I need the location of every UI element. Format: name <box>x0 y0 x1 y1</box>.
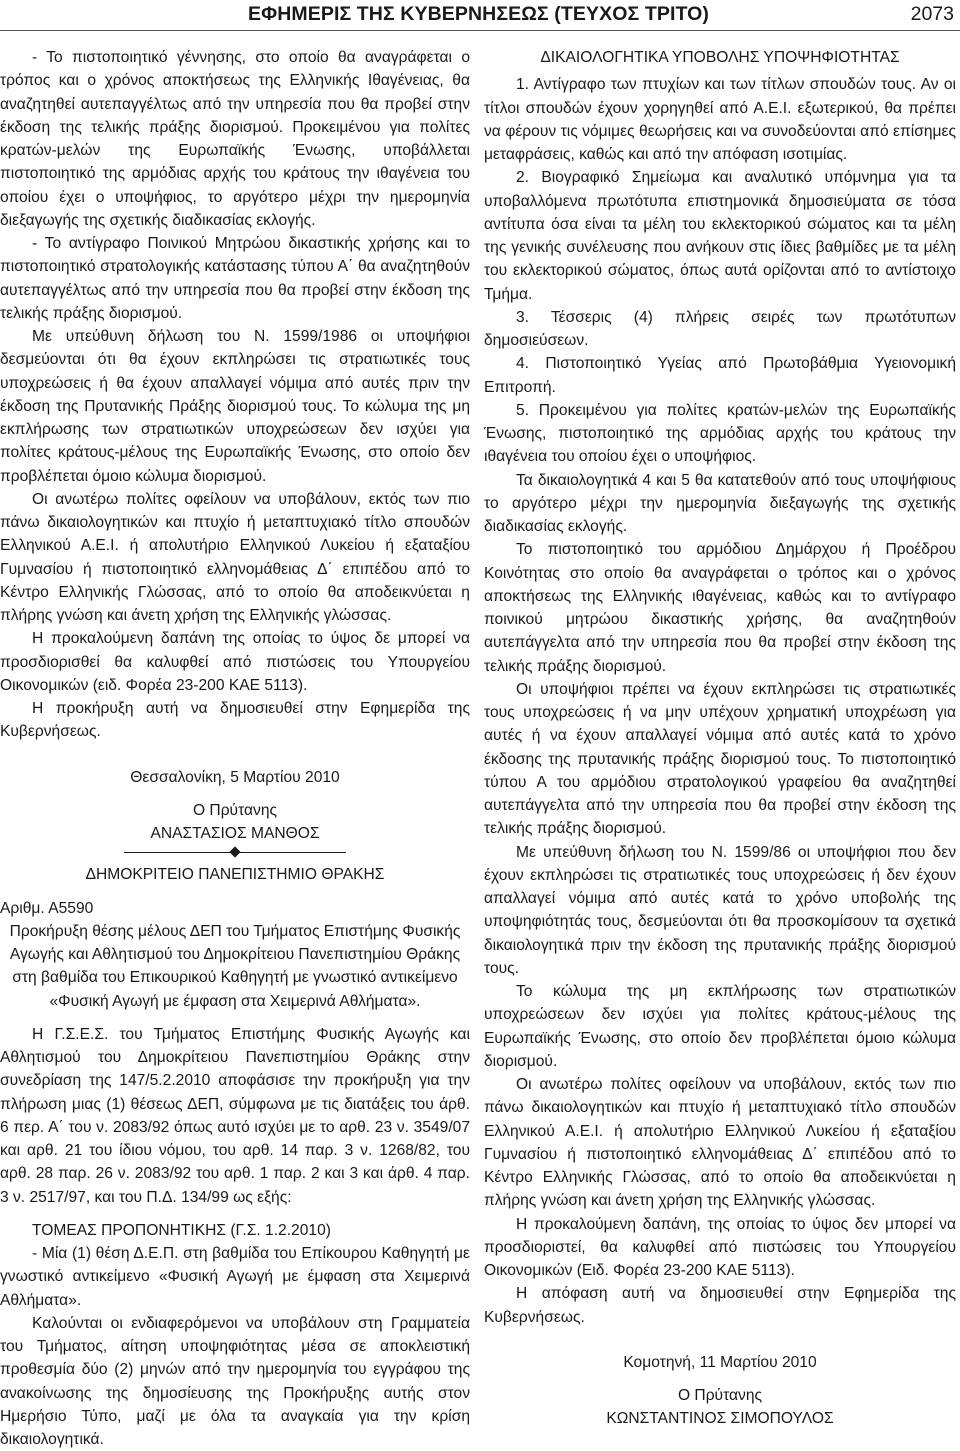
list-item: 2. Βιογραφικό Σημείωμα και αναλυτικό υπόμνημα για τα υποβαλλόμενα πρωτότυπα επιστημονικά δημοσιεύματα σε τόσα αντίτυπα όσα είναι τα μέλη του εκλεκτορικού σώματος και τα μέλη της γενικής συνέλευσης που ανήκουν στις ίδιες βαθμίδες με τα μέλη του εκλεκτορικού σώματος, όπως αυτά ορίζονται από το αντίστοιχο Τμήμα. <box>484 169 956 303</box>
paragraph: Το κώλυμα της μη εκπλήρωσης των στρατιωτικών υποχρεώσεων δεν ισχύει για πολίτες κράτους-μέλους της Ευρωπαϊκής Ένωσης, στο οποίο δεν προβλέπεται όμοιο κώλυμα διορισμού. <box>484 983 956 1070</box>
paragraph: Τα δικαιολογητικά 4 και 5 θα κατατεθούν από τους υποψήφιους το αργότερο μέχρι την ημερομηνία διεξαγωγής της σχετικής διαδικασίας εκλογής. <box>484 471 956 535</box>
signature-name: ΑΝΑΣΤΑΣΙΟΣ ΜΑΝΘΟΣ <box>150 825 320 842</box>
page-header <box>0 0 960 34</box>
signature-role: Ο Πρύτανης <box>192 801 278 819</box>
header-rule <box>0 30 960 31</box>
reference-number: Αριθμ. Α5590 <box>0 899 94 917</box>
page-number: 2073 <box>910 3 954 25</box>
announcement-title: Προκήρυξη θέσης μέλους ΔΕΠ του Τμήματος Επιστήμης Φυσικής Αγωγής και Αθλητισμού του Δημοκρίτειου Πανεπιστημίου Θράκης στη βαθμίδα του Επικουρικού Καθηγητή με γνωστικό αντικείμενο «Φυσική Αγωγή με έμφαση στα Χειμερινά Αθλήματα». <box>9 922 461 1010</box>
list-item: 3. Τέσσερις (4) πλήρεις σειρές των πρωτότυπων δημοσιεύσεων. <box>484 308 956 349</box>
spacer <box>0 744 470 766</box>
list-item: 1. Αντίγραφο των πτυχίων και των τίτλων σπουδών τους. Αν οι τίτλοι σπουδών έχουν χορηγηθεί από Α.Ε.Ι. εξωτερικού, θα πρέπει να φέρουν τις νόμιμες θεωρήσεις και να συνοδεύονται από επίσημες μεταφράσεις, καθώς και από την απόφαση ισοτιμίας. <box>484 76 956 163</box>
paragraph: Καλούνται οι ενδιαφερόμενοι να υποβάλουν στη Γραμματεία του Τμήματος, αίτηση υποψηφιότητας μέσα σε αποκλειστική προθεσμία δύο (2) μηνών από την ημερομηνία του εγγράφου της ανακοίνωσης της δημοσίευσης της Προκήρυξης αυτής στον Ημερήσιο Τύπο, μαζί με όλα τα αναγκαία για την κρίση δικαιολογητικά. <box>0 1314 470 1448</box>
section-divider <box>0 847 470 859</box>
paragraph: Η Γ.Σ.Ε.Σ. του Τμήματος Επιστήμης Φυσικής Αγωγής και Αθλητισμού του Δημοκρίτειου Πανεπιστημίου Θράκης στην συνεδρίαση της 147/5.2.2010 αποφάσισε την προκήρυξη για την πλήρωση μιας (1) θέσεως ΔΕΠ, σύμφωνα με τις διατάξεις του άρθ. 6 περ. Α΄ του ν. 2083/92 όπως αυτό ισχύει με το αρθ. 23 ν. 3549/07 και αρθ. 21 του ίδιου νόμου, του αρθ. 14 παρ. 3 ν. 1268/82, του αρθ. 28 παρ. 26 ν. 2083/92 του αρθ. 1 παρ. 2 και 3 και άρθ. 4 παρ. 3 ν. 2517/97, και του Π.Δ. 134/99 ως εξής: <box>0 1025 470 1206</box>
paragraph: Η προκαλούμενη δαπάνη, της οποίας το ύψος δεν μπορεί να προσδιοριστεί, θα καλυφθεί από πιστώσεις του Υπουργείου Οικονομικών (Ειδ. Φορέα 23-200 ΚΑΕ 5113). <box>484 1215 956 1279</box>
spacer <box>0 1209 470 1219</box>
paragraph: Η προκήρυξη αυτή να δημοσιευθεί στην Εφημερίδα της Κυβερνήσεως. <box>0 700 470 741</box>
list-item: 4. Πιστοποιητικό Υγείας από Πρωτοβάθμια Υγειονομική Επιτροπή. <box>484 355 956 396</box>
diamond-icon <box>229 847 240 858</box>
institution-heading: ΔΗΜΟΚΡΙΤΕΙΟ ΠΑΝΕΠΙΣΤΗΜΙΟ ΘΡΑΚΗΣ <box>85 866 385 884</box>
gazette-title: ΕΦΗΜΕΡΙΣ ΤΗΣ ΚΥΒΕΡΝΗΣΕΩΣ (ΤΕΥΧΟΣ ΤΡΙΤΟ) <box>248 3 709 25</box>
signature-place-date: Θεσσαλονίκη, 5 Μαρτίου 2010 <box>130 768 340 786</box>
left-column <box>0 46 470 1451</box>
paragraph: - Το πιστοποιητικό γέννησης, στο οποίο θα αναγράφεται ο τρόπος και ο χρόνος αποκτήσεως της Ελληνικής Ιθαγένειας, θα αναζητηθεί αυτεπαγγέλτως από την υπηρεσία που θα προβεί στην έκδοση της τελικής πράξης διορισμού. Προκειμένου για πολίτες κρατών-μελών της Ευρωπαϊκής Ένωσης, υποβάλλεται πιστοποιητικό της αρμόδιας αρχής του κράτους την ιθαγένεια του οποίου έχει ο υποψήφιος, το αργότερο μέχρι την ημερομηνία διεξαγωγής της σχετικής διαδικασίας εκλογής. <box>0 49 470 229</box>
signature-name: ΚΩΝΣΤΑΝΤΙΝΟΣ ΣΙΜΟΠΟΥΛΟΣ <box>606 1410 834 1428</box>
section-heading: ΔΙΚΑΙΟΛΟΓΗΤΙΚΑ ΥΠΟΒΟΛΗΣ ΥΠΟΨΗΦΙΟΤΗΤΑΣ <box>540 49 900 66</box>
paragraph: Οι ανωτέρω πολίτες οφείλουν να υποβάλουν, εκτός των πιο πάνω δικαιολογητικών και πτυχίο ή μεταπτυχιακό τίτλο σπουδών Ελληνικού Α.Ε.Ι. ή απολυτήριο Ελληνικού Λυκείου ή εξαταξίου Γυμνασίου ή πιστοποιητικό ελληνομάθειας Δ΄ επιπέδου από το Κέντρο Ελληνικής Γλώσσας, από το οποίο θα αποδεικνύεται η πλήρης γνώση και άνετη χρήση της Ελληνικής γλώσσας. <box>484 1076 956 1210</box>
signature-role: Ο Πρύτανης <box>677 1387 763 1404</box>
paragraph: - Το αντίγραφο Ποινικού Μητρώου δικαστικής χρήσης και το πιστοποιητικό στρατολογικής κατάστασης τύπου Α΄ θα αναζητηθούν αυτεπαγγέλτως από την υπηρεσία που θα προβεί στην έκδοση της τελικής πράξης διορισμού. <box>0 235 470 322</box>
paragraph: Οι υποψήφιοι πρέπει να έχουν εκπληρώσει τις στρατιωτικές τους υποχρεώσεις ή να μην υπέχουν χρηματική υποχρέωση για αυτές ή να έχουν απαλλαγεί νόμιμα από αυτές κατά το χρόνο έκδοσης της πρυτανικής πράξης διορισμού τους. Το πιστοποιητικό τύπου Α του αρμόδιου στρατολογικού γραφείου θα αναζητηθεί αυτεπάγγελτα από την υπηρεσία που θα προβεί στην έκδοση της τελικής πράξης διορισμού. <box>484 680 956 838</box>
spacer <box>484 1329 956 1351</box>
list-item: 5. Προκειμένου για πολίτες κρατών-μελών της Ευρωπαϊκής Ένωσης, πιστοποιητικό της αρμόδιας αρχής του κράτους την ιθαγένεια του οποίου έχει ο υποψήφιος. <box>484 401 956 466</box>
sector-heading: ΤΟΜΕΑΣ ΠΡΟΠΟΝΗΤΙΚΗΣ (Γ.Σ. 1.2.2010) <box>32 1221 331 1239</box>
paragraph: Με υπεύθυνη δήλωση του Ν. 1599/86 οι υποψήφιοι που δεν έχουν εκπληρώσει τις στρατιωτικές τους υποχρεώσεις ή δεν έχουν απαλλαγεί νόμιμα από αυτές κατά το χρόνο υποβολής της υποψηφιότητάς τους, δεσμεύονται ότι θα προσκομίσουν τα σχετικά δικαιολογητικά πριν την έκδοση της πρυτανικής πράξης διορισμού τους. <box>484 843 956 977</box>
paragraph: Η προκαλούμενη δαπάνη της οποίας το ύψος δε μπορεί να προσδιορισθεί θα καλυφθεί από πιστώσεις του Υπουργείου Οικονομικών (ειδ. Φορέα 23-200 ΚΑΕ 5113). <box>0 630 470 694</box>
paragraph: Οι ανωτέρω πολίτες οφείλουν να υποβάλουν, εκτός των πιο πάνω δικαιολογητικών και πτυχίο ή μεταπτυχιακό τίτλο σπουδών Ελληνικού Α.Ε.Ι. ή απολυτήριο Ελληνικού Λυκείου ή εξαταξίου Γυμνασίου ή πιστοποιητικό ελληνομάθειας Δ΄ επιπέδου από το Κέντρο Ελληνικής Γλώσσας, από το οποίο θα αποδεικνύεται η πλήρης γνώση και άνετη χρήση της Ελληνικής γλώσσας. <box>0 490 470 624</box>
spacer <box>0 1013 470 1023</box>
right-column <box>484 46 956 1431</box>
paragraph: Με υπεύθυνη δήλωση του Ν. 1599/1986 οι υποψήφιοι δεσμεύονται ότι θα έχουν εκπληρώσει τις στρατιωτικές τους υποχρεώσεις ή θα έχουν απαλλαγεί νόμιμα από αυτές πριν την έκδοση της Πρυτανικής Πράξης διορισμού τους. Το κώλυμα της μη εκπλήρωσης των στρατιωτικών υποχρεώσεων δεν ισχύει για πολίτες κράτους-μέλους της Ευρωπαϊκής Ένωσης, στο οποίο δεν προβλέπεται όμοιο κώλυμα διορισμού. <box>0 328 470 485</box>
signature-place-date: Κομοτηνή, 11 Μαρτίου 2010 <box>623 1353 817 1371</box>
spacer <box>0 887 470 897</box>
spacer <box>0 789 470 799</box>
paragraph: Η απόφαση αυτή να δημοσιευθεί στην Εφημερίδα της Κυβερνήσεως. <box>484 1285 956 1326</box>
paragraph: Το πιστοποιητικό του αρμόδιου Δημάρχου ή Προέδρου Κοινότητας στο οποίο θα αναγράφεται ο τρόπος και ο χρόνος αποκτήσεως της Ελληνικής ιθαγένειας, καθώς και το αντίγραφο ποινικού μητρώου δικαστικής χρήσης, θα αναζητηθούν αυτεπάγγελτα από την υπηρεσία που θα προβεί στην έκδοση της τελικής πράξης διορισμού. <box>484 541 956 675</box>
paragraph: - Μία (1) θέση Δ.Ε.Π. στη βαθμίδα του Επίκουρου Καθηγητή με γνωστικό αντικείμενο «Φυσική Αγωγή με έμφαση στα Χειμερινά Αθλήματα». <box>0 1245 470 1309</box>
spacer <box>484 1374 956 1384</box>
